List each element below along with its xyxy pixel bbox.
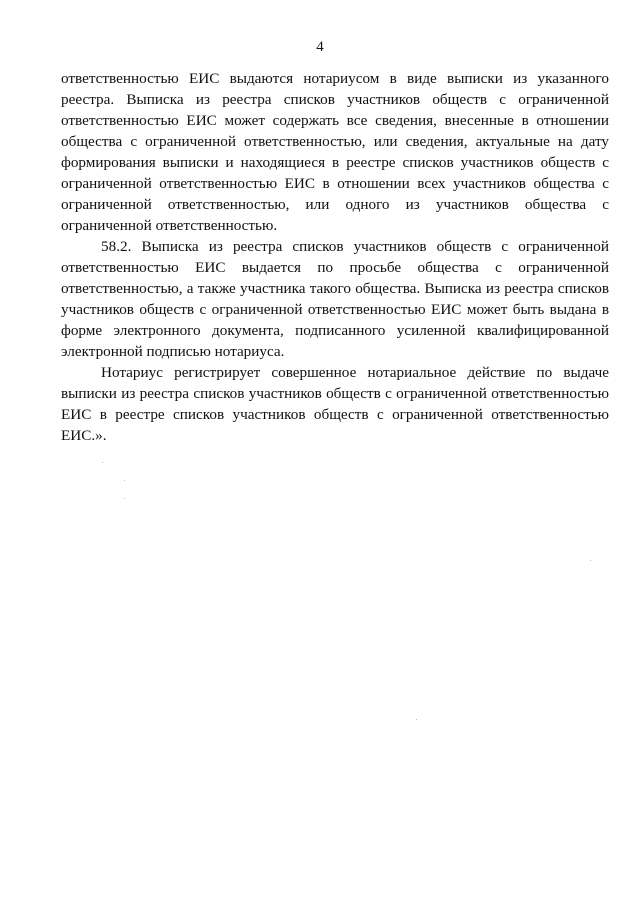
scan-speck xyxy=(590,560,591,561)
paragraph-continuation: ответственностью ЕИС выдаются нотариусом в виде выписки из указанного реестра. Выписка из реестра списков участников обществ с ограниченной ответственностью ЕИС может содержать все сведения, внесенные в отношении общества с ограниченной ответственностью, или сведения, актуальные на дату формирования выписки и находящиеся в реестре списков участников обществ с ограниченной ответственностью ЕИС в отношении всех участников общества с ограниченной ответственностью, или одного из участников общества с ограниченной ответственностью. xyxy=(61,70,609,234)
page-number: 4 xyxy=(316,39,324,55)
scan-speck xyxy=(124,480,125,481)
scan-speck xyxy=(124,498,125,499)
scan-speck xyxy=(102,462,103,463)
document-body xyxy=(61,68,609,446)
paragraph-58-2: 58.2. Выписка из реестра списков участников обществ с ограниченной ответственностью ЕИС выдается по просьбе общества с ограниченной ответственностью, а также участника такого общества. Выписка из реестра списков участников обществ с ограниченной ответственностью ЕИС может быть выдана в форме электронного документа, подписанного усиленной квалифицированной электронной подписью нотариуса. xyxy=(61,238,609,360)
paragraph-notary-registration: Нотариус регистрирует совершенное нотариальное действие по выдаче выписки из реестра списков участников обществ с ограниченной ответственностью ЕИС в реестре списков участников обществ с ограниченной ответственностью ЕИС.». xyxy=(61,364,609,444)
scan-speck xyxy=(416,719,417,720)
